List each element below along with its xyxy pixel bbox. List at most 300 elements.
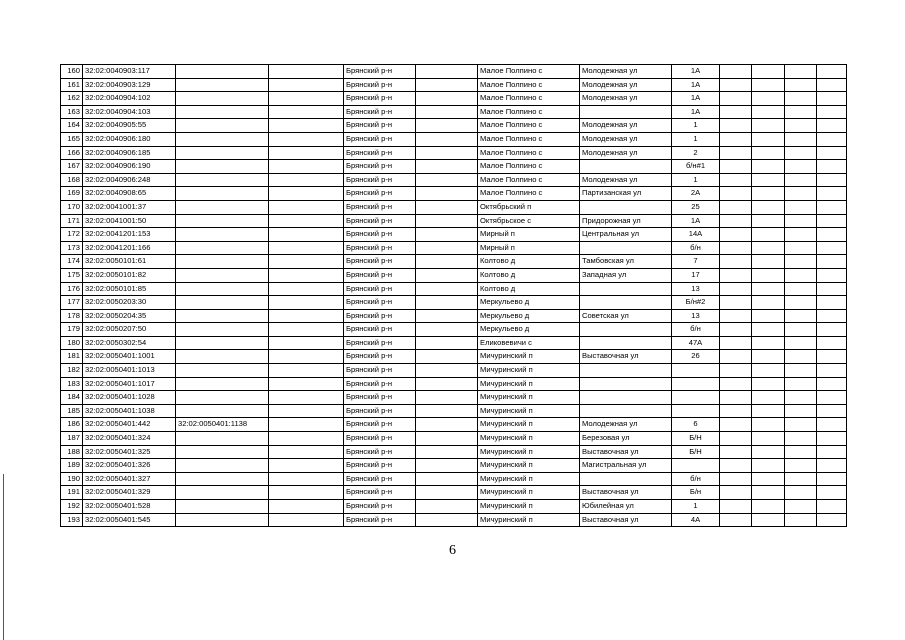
empty-cell bbox=[269, 459, 344, 473]
street-cell: Тамбовская ул bbox=[580, 255, 672, 269]
row-number: 191 bbox=[61, 486, 83, 500]
house-cell: 1А bbox=[672, 105, 720, 119]
row-number: 165 bbox=[61, 132, 83, 146]
table-row bbox=[61, 187, 847, 201]
cadastral-number: 32:02:0050401:442 bbox=[83, 418, 176, 432]
empty-cell bbox=[752, 404, 785, 418]
empty-cell bbox=[752, 146, 785, 160]
empty-cell bbox=[720, 282, 752, 296]
district-cell: Брянский р-н bbox=[344, 472, 416, 486]
empty-cell bbox=[752, 323, 785, 337]
cadastral-number: 32:02:0050401:545 bbox=[83, 513, 176, 527]
cadastral-number: 32:02:0050101:61 bbox=[83, 255, 176, 269]
settlement-cell: Октябрьское с bbox=[478, 214, 580, 228]
empty-cell bbox=[720, 268, 752, 282]
cadastral-number-extra bbox=[176, 472, 269, 486]
empty-cell bbox=[752, 173, 785, 187]
house-cell bbox=[672, 404, 720, 418]
cadastral-number: 32:02:0040904:102 bbox=[83, 92, 176, 106]
table-row bbox=[61, 241, 847, 255]
house-cell bbox=[672, 391, 720, 405]
street-cell bbox=[580, 200, 672, 214]
empty-cell bbox=[416, 377, 478, 391]
empty-cell bbox=[785, 404, 817, 418]
cadastral-number: 32:02:0050203:30 bbox=[83, 296, 176, 310]
empty-cell bbox=[817, 336, 847, 350]
empty-cell bbox=[817, 486, 847, 500]
table-row bbox=[61, 391, 847, 405]
empty-cell bbox=[720, 105, 752, 119]
settlement-cell: Мичуринский п bbox=[478, 404, 580, 418]
empty-cell bbox=[416, 92, 478, 106]
empty-cell bbox=[785, 132, 817, 146]
row-number: 185 bbox=[61, 404, 83, 418]
cadastral-number-extra bbox=[176, 282, 269, 296]
table-row bbox=[61, 486, 847, 500]
empty-cell bbox=[416, 350, 478, 364]
cadastral-number: 32:02:0040908:65 bbox=[83, 187, 176, 201]
row-number: 186 bbox=[61, 418, 83, 432]
empty-cell bbox=[269, 445, 344, 459]
empty-cell bbox=[817, 228, 847, 242]
empty-cell bbox=[720, 459, 752, 473]
settlement-cell: Малое Полпино с bbox=[478, 78, 580, 92]
table-row bbox=[61, 268, 847, 282]
empty-cell bbox=[416, 255, 478, 269]
empty-cell bbox=[817, 132, 847, 146]
empty-cell bbox=[416, 404, 478, 418]
empty-cell bbox=[269, 228, 344, 242]
house-cell: 26 bbox=[672, 350, 720, 364]
cadastral-number: 32:02:0040903:117 bbox=[83, 65, 176, 79]
empty-cell bbox=[817, 500, 847, 514]
empty-cell bbox=[720, 377, 752, 391]
empty-cell bbox=[416, 173, 478, 187]
settlement-cell: Колтово д bbox=[478, 282, 580, 296]
empty-cell bbox=[752, 350, 785, 364]
empty-cell bbox=[269, 241, 344, 255]
district-cell: Брянский р-н bbox=[344, 459, 416, 473]
empty-cell bbox=[269, 486, 344, 500]
empty-cell bbox=[785, 377, 817, 391]
empty-cell bbox=[785, 187, 817, 201]
table-row bbox=[61, 92, 847, 106]
house-cell: 1 bbox=[672, 132, 720, 146]
empty-cell bbox=[817, 296, 847, 310]
cadastral-number-extra bbox=[176, 105, 269, 119]
empty-cell bbox=[269, 364, 344, 378]
cadastral-number: 32:02:0050101:82 bbox=[83, 268, 176, 282]
empty-cell bbox=[785, 350, 817, 364]
scan-edge-line bbox=[3, 474, 4, 640]
street-cell: Магистральная ул bbox=[580, 459, 672, 473]
empty-cell bbox=[720, 187, 752, 201]
empty-cell bbox=[416, 241, 478, 255]
empty-cell bbox=[269, 119, 344, 133]
table-row bbox=[61, 160, 847, 174]
empty-cell bbox=[785, 105, 817, 119]
district-cell: Брянский р-н bbox=[344, 364, 416, 378]
empty-cell bbox=[416, 445, 478, 459]
cadastral-number: 32:02:0041201:153 bbox=[83, 228, 176, 242]
house-cell: Б/Н bbox=[672, 445, 720, 459]
table-row bbox=[61, 173, 847, 187]
cadastral-number-extra bbox=[176, 309, 269, 323]
row-number: 183 bbox=[61, 377, 83, 391]
empty-cell bbox=[416, 513, 478, 527]
registry-table-body bbox=[61, 65, 847, 527]
cadastral-number: 32:02:0050204:35 bbox=[83, 309, 176, 323]
house-cell: 2 bbox=[672, 146, 720, 160]
table-row bbox=[61, 146, 847, 160]
empty-cell bbox=[269, 187, 344, 201]
cadastral-number-extra bbox=[176, 486, 269, 500]
table-row bbox=[61, 513, 847, 527]
cadastral-number-extra bbox=[176, 132, 269, 146]
table-row bbox=[61, 78, 847, 92]
empty-cell bbox=[752, 214, 785, 228]
table-row bbox=[61, 132, 847, 146]
district-cell: Брянский р-н bbox=[344, 241, 416, 255]
cadastral-number-extra bbox=[176, 119, 269, 133]
empty-cell bbox=[269, 255, 344, 269]
empty-cell bbox=[720, 132, 752, 146]
house-cell: б/н bbox=[672, 472, 720, 486]
empty-cell bbox=[752, 309, 785, 323]
row-number: 184 bbox=[61, 391, 83, 405]
empty-cell bbox=[752, 132, 785, 146]
empty-cell bbox=[752, 228, 785, 242]
cadastral-number-extra bbox=[176, 432, 269, 446]
cadastral-number: 32:02:0050401:325 bbox=[83, 445, 176, 459]
settlement-cell: Мичуринский п bbox=[478, 377, 580, 391]
cadastral-number: 32:02:0050401:1017 bbox=[83, 377, 176, 391]
district-cell: Брянский р-н bbox=[344, 78, 416, 92]
empty-cell bbox=[269, 200, 344, 214]
empty-cell bbox=[752, 241, 785, 255]
row-number: 188 bbox=[61, 445, 83, 459]
cadastral-number: 32:02:0050401:1013 bbox=[83, 364, 176, 378]
cadastral-number: 32:02:0040906:248 bbox=[83, 173, 176, 187]
cadastral-number: 32:02:0050302:54 bbox=[83, 336, 176, 350]
empty-cell bbox=[752, 432, 785, 446]
empty-cell bbox=[752, 268, 785, 282]
empty-cell bbox=[269, 160, 344, 174]
page-number: 6 bbox=[449, 543, 456, 558]
empty-cell bbox=[720, 296, 752, 310]
cadastral-number: 32:02:0040903:129 bbox=[83, 78, 176, 92]
empty-cell bbox=[269, 336, 344, 350]
table-row bbox=[61, 459, 847, 473]
district-cell: Брянский р-н bbox=[344, 214, 416, 228]
empty-cell bbox=[752, 336, 785, 350]
cadastral-number: 32:02:0050401:324 bbox=[83, 432, 176, 446]
cadastral-number-extra bbox=[176, 78, 269, 92]
cadastral-number-extra bbox=[176, 445, 269, 459]
empty-cell bbox=[785, 391, 817, 405]
house-cell: Б/н#2 bbox=[672, 296, 720, 310]
table-row bbox=[61, 200, 847, 214]
street-cell: Молодежная ул bbox=[580, 119, 672, 133]
row-number: 170 bbox=[61, 200, 83, 214]
table-row bbox=[61, 445, 847, 459]
empty-cell bbox=[817, 105, 847, 119]
house-cell: б/н bbox=[672, 323, 720, 337]
empty-cell bbox=[785, 432, 817, 446]
cadastral-number-extra bbox=[176, 187, 269, 201]
row-number: 190 bbox=[61, 472, 83, 486]
empty-cell bbox=[785, 486, 817, 500]
empty-cell bbox=[269, 472, 344, 486]
district-cell: Брянский р-н bbox=[344, 105, 416, 119]
empty-cell bbox=[416, 391, 478, 405]
table-row bbox=[61, 214, 847, 228]
empty-cell bbox=[720, 214, 752, 228]
cadastral-number-extra bbox=[176, 255, 269, 269]
empty-cell bbox=[817, 255, 847, 269]
house-cell: 25 bbox=[672, 200, 720, 214]
district-cell: Брянский р-н bbox=[344, 486, 416, 500]
house-cell: 13 bbox=[672, 309, 720, 323]
empty-cell bbox=[269, 418, 344, 432]
settlement-cell: Еликовевичи с bbox=[478, 336, 580, 350]
empty-cell bbox=[752, 391, 785, 405]
empty-cell bbox=[269, 214, 344, 228]
empty-cell bbox=[416, 364, 478, 378]
street-cell bbox=[580, 296, 672, 310]
settlement-cell: Мичуринский п bbox=[478, 364, 580, 378]
row-number: 166 bbox=[61, 146, 83, 160]
empty-cell bbox=[720, 323, 752, 337]
empty-cell bbox=[785, 228, 817, 242]
house-cell: 2А bbox=[672, 187, 720, 201]
empty-cell bbox=[269, 377, 344, 391]
empty-cell bbox=[416, 296, 478, 310]
cadastral-number-extra bbox=[176, 391, 269, 405]
table-row bbox=[61, 282, 847, 296]
settlement-cell: Мирный п bbox=[478, 241, 580, 255]
cadastral-number: 32:02:0040905:55 bbox=[83, 119, 176, 133]
empty-cell bbox=[817, 214, 847, 228]
empty-cell bbox=[785, 214, 817, 228]
empty-cell bbox=[416, 486, 478, 500]
empty-cell bbox=[817, 432, 847, 446]
empty-cell bbox=[817, 268, 847, 282]
house-cell: 7 bbox=[672, 255, 720, 269]
table-row bbox=[61, 364, 847, 378]
empty-cell bbox=[269, 65, 344, 79]
district-cell: Брянский р-н bbox=[344, 445, 416, 459]
house-cell: 1А bbox=[672, 78, 720, 92]
empty-cell bbox=[416, 228, 478, 242]
district-cell: Брянский р-н bbox=[344, 513, 416, 527]
street-cell: Выставочная ул bbox=[580, 513, 672, 527]
row-number: 176 bbox=[61, 282, 83, 296]
empty-cell bbox=[720, 241, 752, 255]
settlement-cell: Малое Полпино с bbox=[478, 65, 580, 79]
district-cell: Брянский р-н bbox=[344, 132, 416, 146]
empty-cell bbox=[720, 255, 752, 269]
empty-cell bbox=[416, 214, 478, 228]
empty-cell bbox=[269, 132, 344, 146]
empty-cell bbox=[752, 255, 785, 269]
settlement-cell: Меркульево д bbox=[478, 323, 580, 337]
street-cell: Центральная ул bbox=[580, 228, 672, 242]
empty-cell bbox=[817, 391, 847, 405]
settlement-cell: Малое Полпино с bbox=[478, 173, 580, 187]
empty-cell bbox=[720, 146, 752, 160]
empty-cell bbox=[785, 513, 817, 527]
cadastral-number-extra bbox=[176, 146, 269, 160]
empty-cell bbox=[269, 513, 344, 527]
house-cell: 1А bbox=[672, 214, 720, 228]
empty-cell bbox=[785, 268, 817, 282]
street-cell bbox=[580, 241, 672, 255]
empty-cell bbox=[720, 336, 752, 350]
house-cell: Б/н bbox=[672, 486, 720, 500]
cadastral-number-extra bbox=[176, 241, 269, 255]
row-number: 175 bbox=[61, 268, 83, 282]
empty-cell bbox=[269, 105, 344, 119]
cadastral-number: 32:02:0050401:329 bbox=[83, 486, 176, 500]
settlement-cell: Малое Полпино с bbox=[478, 92, 580, 106]
empty-cell bbox=[817, 472, 847, 486]
settlement-cell: Мирный п bbox=[478, 228, 580, 242]
empty-cell bbox=[269, 404, 344, 418]
district-cell: Брянский р-н bbox=[344, 268, 416, 282]
table-row bbox=[61, 377, 847, 391]
empty-cell bbox=[752, 377, 785, 391]
empty-cell bbox=[752, 200, 785, 214]
empty-cell bbox=[720, 500, 752, 514]
empty-cell bbox=[817, 173, 847, 187]
empty-cell bbox=[817, 119, 847, 133]
district-cell: Брянский р-н bbox=[344, 119, 416, 133]
street-cell bbox=[580, 105, 672, 119]
empty-cell bbox=[817, 92, 847, 106]
empty-cell bbox=[785, 472, 817, 486]
empty-cell bbox=[720, 228, 752, 242]
empty-cell bbox=[752, 445, 785, 459]
empty-cell bbox=[817, 282, 847, 296]
settlement-cell: Мичуринский п bbox=[478, 459, 580, 473]
empty-cell bbox=[817, 513, 847, 527]
street-cell: Советская ул bbox=[580, 309, 672, 323]
empty-cell bbox=[817, 160, 847, 174]
empty-cell bbox=[416, 78, 478, 92]
empty-cell bbox=[720, 350, 752, 364]
empty-cell bbox=[720, 472, 752, 486]
district-cell: Брянский р-н bbox=[344, 92, 416, 106]
empty-cell bbox=[269, 173, 344, 187]
house-cell: 1 bbox=[672, 500, 720, 514]
table-row bbox=[61, 323, 847, 337]
empty-cell bbox=[720, 364, 752, 378]
house-cell: 17 bbox=[672, 268, 720, 282]
cadastral-number-extra bbox=[176, 228, 269, 242]
row-number: 189 bbox=[61, 459, 83, 473]
empty-cell bbox=[720, 445, 752, 459]
empty-cell bbox=[720, 160, 752, 174]
house-cell: 47А bbox=[672, 336, 720, 350]
house-cell: б/н bbox=[672, 241, 720, 255]
settlement-cell: Мичуринский п bbox=[478, 350, 580, 364]
table-row bbox=[61, 336, 847, 350]
street-cell: Молодежная ул bbox=[580, 418, 672, 432]
registry-table-container bbox=[60, 64, 847, 527]
empty-cell bbox=[785, 500, 817, 514]
empty-cell bbox=[817, 377, 847, 391]
street-cell bbox=[580, 282, 672, 296]
street-cell: Выставочная ул bbox=[580, 350, 672, 364]
settlement-cell: Малое Полпино с bbox=[478, 132, 580, 146]
empty-cell bbox=[752, 486, 785, 500]
empty-cell bbox=[817, 187, 847, 201]
street-cell: Молодежная ул bbox=[580, 173, 672, 187]
cadastral-number: 32:02:0050401:1001 bbox=[83, 350, 176, 364]
empty-cell bbox=[416, 119, 478, 133]
empty-cell bbox=[785, 65, 817, 79]
table-row bbox=[61, 119, 847, 133]
table-row bbox=[61, 350, 847, 364]
settlement-cell: Мичуринский п bbox=[478, 391, 580, 405]
cadastral-number: 32:02:0050401:528 bbox=[83, 500, 176, 514]
empty-cell bbox=[416, 472, 478, 486]
empty-cell bbox=[416, 105, 478, 119]
empty-cell bbox=[817, 459, 847, 473]
cadastral-number-extra bbox=[176, 350, 269, 364]
empty-cell bbox=[269, 500, 344, 514]
street-cell bbox=[580, 160, 672, 174]
empty-cell bbox=[752, 500, 785, 514]
cadastral-number: 32:02:0050101:85 bbox=[83, 282, 176, 296]
empty-cell bbox=[416, 200, 478, 214]
registry-table bbox=[60, 64, 847, 527]
row-number: 172 bbox=[61, 228, 83, 242]
row-number: 161 bbox=[61, 78, 83, 92]
house-cell: Б/Н bbox=[672, 432, 720, 446]
empty-cell bbox=[269, 268, 344, 282]
row-number: 167 bbox=[61, 160, 83, 174]
empty-cell bbox=[752, 119, 785, 133]
cadastral-number-extra bbox=[176, 92, 269, 106]
cadastral-number: 32:02:0040904:103 bbox=[83, 105, 176, 119]
empty-cell bbox=[785, 364, 817, 378]
empty-cell bbox=[416, 268, 478, 282]
settlement-cell: Малое Полпино с bbox=[478, 119, 580, 133]
row-number: 169 bbox=[61, 187, 83, 201]
empty-cell bbox=[785, 418, 817, 432]
empty-cell bbox=[817, 200, 847, 214]
district-cell: Брянский р-н bbox=[344, 500, 416, 514]
empty-cell bbox=[720, 432, 752, 446]
empty-cell bbox=[752, 78, 785, 92]
empty-cell bbox=[416, 146, 478, 160]
empty-cell bbox=[785, 282, 817, 296]
row-number: 162 bbox=[61, 92, 83, 106]
empty-cell bbox=[416, 432, 478, 446]
district-cell: Брянский р-н bbox=[344, 200, 416, 214]
empty-cell bbox=[752, 92, 785, 106]
empty-cell bbox=[817, 65, 847, 79]
cadastral-number: 32:02:0040906:180 bbox=[83, 132, 176, 146]
street-cell: Юбилейная ул bbox=[580, 500, 672, 514]
empty-cell bbox=[785, 336, 817, 350]
cadastral-number: 32:02:0040906:190 bbox=[83, 160, 176, 174]
street-cell bbox=[580, 391, 672, 405]
empty-cell bbox=[752, 418, 785, 432]
district-cell: Брянский р-н bbox=[344, 65, 416, 79]
